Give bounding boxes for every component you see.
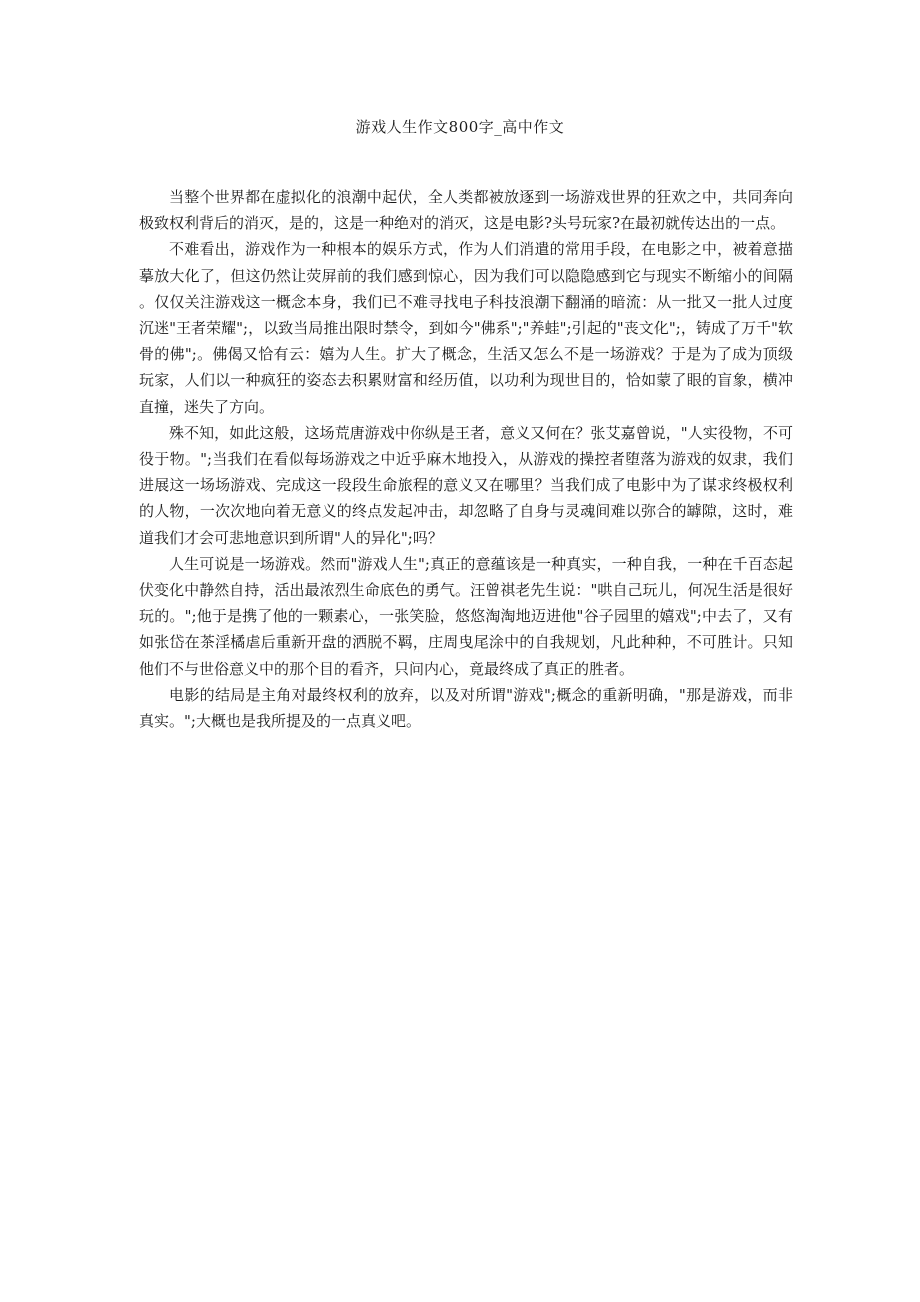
paragraph-3: 殊不知，如此这般，这场荒唐游戏中你纵是王者，意义又何在？张艾嘉曾说，"人实役物，不可役于物。";当我们在看似每场游戏之中近乎麻木地投入，从游戏的操控者堕落为游戏的奴隶，我们进展这一场场游戏、完成这一段段生命旅程的意义又在哪里？当我们成了电影中为了谋求终极权利的人物，一次次地向着无意义的终点发起冲击，却忽略了自身与灵魂间难以弥合的罅隙，这时，难道我们才会可悲地意识到所谓"人的异化";吗？ xyxy=(139,423,793,547)
paragraph-2: 不难看出，游戏作为一种根本的娱乐方式，作为人们消遣的常用手段，在电影之中，被着意描摹放大化了，但这仍然让荧屏前的我们感到惊心，因为我们可以隐隐感到它与现实不断缩小的间隔 。仅仅关注游戏这一概念本身，我们已不难寻找电子科技浪潮下翻涌的暗流：从一批又一批人过度沉迷"王者荣耀";，以致当局推出限时禁令，到如今"佛系";"养蛙";引起的"丧文化";，铸成了万千"软骨的佛";。佛偈又恰有云：嬉为人生。扩大了概念，生活又怎么不是一场游戏？于是为了成为顶级玩家，人们以一种疯狂的姿态去积累财富和经历值，以功利为现世目的，恰如蒙了眼的盲象，横冲直撞，迷失了方向。 xyxy=(139,240,793,416)
paragraph-4: 人生可说是一场游戏。然而"游戏人生";真正的意蕴该是一种真实，一种自我，一种在千百态起伏变化中静然自持，活出最浓烈生命底色的勇气。汪曾祺老先生说："哄自己玩儿，何况生活是很好玩的。";他于是携了他的一颗素心，一张笑脸，悠悠淘淘地迈进他"谷子园里的嬉戏";中去了，又有如张岱在茶淫橘虐后重新开盘的洒脱不羁，庄周曳尾涂中的自我规划，凡此种种，不可胜计。只知他们不与世俗意义中的那个目的看齐，只问内心，竟最终成了真正的胜者。 xyxy=(139,554,793,678)
paragraph-5: 电影的结局是主角对最终权利的放弃，以及对所谓"游戏";概念的重新明确，"那是游戏，而非真实。";大概也是我所提及的一点真义吧。 xyxy=(139,685,793,731)
document-title: 游戏人生作文800字_高中作文 xyxy=(355,118,565,136)
paragraph-1: 当整个世界都在虚拟化的浪潮中起伏，全人类都被放逐到一场游戏世界的狂欢之中，共同奔向极致权利背后的消灭，是的，这是一种绝对的消灭，这是电影?头号玩家?在最初就传达出的一点。 xyxy=(139,188,793,233)
document-body xyxy=(139,184,793,734)
